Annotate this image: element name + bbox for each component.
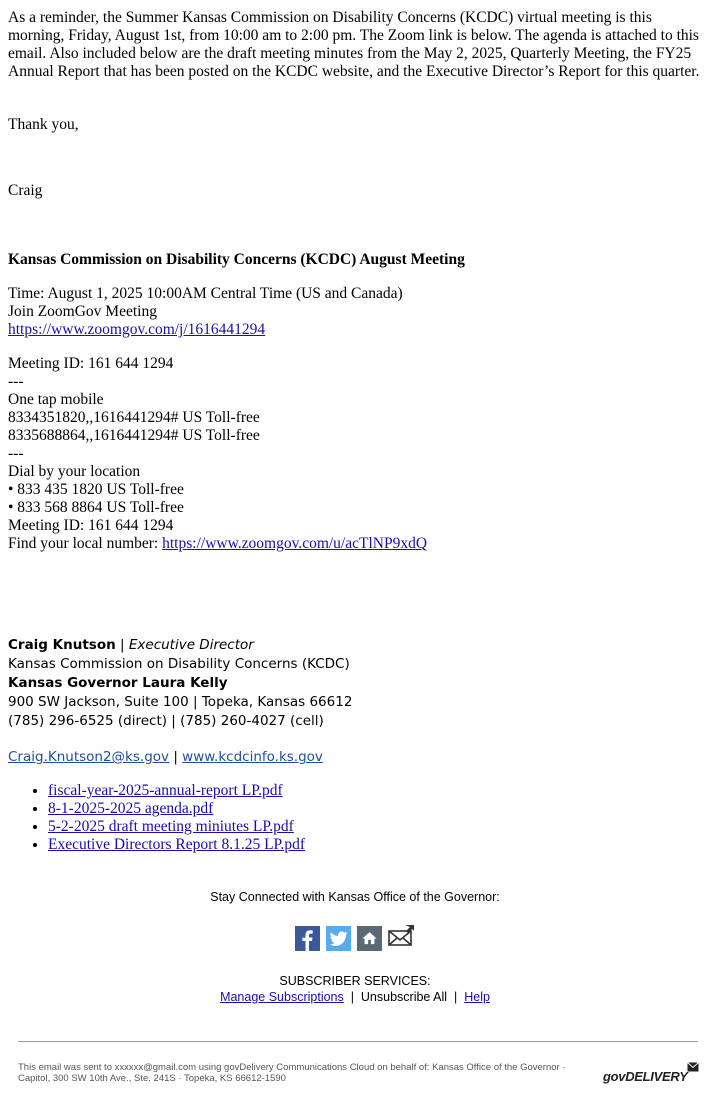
- meeting-title: Kansas Commission on Disability Concerns (KCDC) August Meeting: [8, 251, 465, 268]
- thanks-line: Thank you,: [8, 116, 79, 133]
- meeting-time-join: [8, 285, 702, 339]
- govdelivery-logo[interactable]: govDELIVERY: [603, 1062, 699, 1088]
- attachments-list: [8, 782, 702, 854]
- help-link[interactable]: Help: [464, 990, 490, 1004]
- social-icons: [8, 924, 702, 951]
- tap-number-2: 8335688864,,1616441294# US Toll-free: [8, 427, 260, 444]
- dial-label: Dial by your location: [8, 463, 141, 480]
- twitter-icon[interactable]: [326, 926, 351, 951]
- signature-block: Craig Knutson | Executive Director Kansas Commission on Disability Concerns (KCDC) Kansas Governor Laura Kelly 900 SW Jackson, Suite 100 | Topeka, Kansas 66612 (785) 296-6525 (direct) | (785) 260-4027 (cell): [8, 636, 702, 731]
- signature-governor: Kansas Governor Laura Kelly: [8, 675, 228, 691]
- separator: ---: [8, 373, 24, 390]
- website-link[interactable]: www.kcdcinfo.ks.gov: [182, 749, 323, 765]
- meeting-id: Meeting ID: 161 644 1294: [8, 355, 174, 372]
- unsubscribe-all[interactable]: Unsubscribe All: [360, 990, 448, 1004]
- meeting-time: Time: August 1, 2025 10:00AM Central Time (US and Canada): [8, 285, 403, 302]
- stay-connected-text: Stay Connected with Kansas Office of the Governor:: [210, 890, 500, 904]
- attachment-link-directors-report[interactable]: Executive Directors Report 8.1.25 LP.pdf: [48, 836, 305, 853]
- footer-divider: [18, 1041, 698, 1042]
- attachment-link-annual-report[interactable]: fiscal-year-2025-annual-report LP.pdf: [48, 782, 283, 799]
- signature-org: Kansas Commission on Disability Concerns (KCDC): [8, 656, 350, 672]
- one-tap-label: One tap mobile: [8, 391, 104, 408]
- footer-text: This email was sent to xxxxxx@gmail.com using govDelivery Communications Cloud on behalf of: Kansas Office of the Governor · Capitol, 300 SW 10th Ave., Ste. 241S · Topeka, KS 66612-1590: [18, 1062, 566, 1084]
- signature-phones: (785) 296-6525 (direct) | (785) 260-4027 (cell): [8, 713, 324, 729]
- meeting-details: [8, 355, 702, 553]
- email-link[interactable]: Craig.Knutson2@ks.gov: [8, 749, 170, 765]
- signature-name: Craig Knutson: [8, 637, 116, 653]
- separator: ---: [8, 445, 24, 462]
- zoom-join-link[interactable]: https://www.zoomgov.com/j/1616441294: [8, 321, 266, 338]
- intro-paragraph: As a reminder, the Summer Kansas Commission on Disability Concerns (KCDC) virtual meeting is this morning, Friday, August 1st, from 10:00 am to 2:00 pm. The Zoom link is below. The agenda is attached to this email. Also included below are the draft meeting minutes from the May 2, 2025, Quarterly Meeting, the FY25 Annual Report that has been posted on the KCDC website, and the Executive Director’s Report for this quarter.: [8, 9, 700, 80]
- attachment-item: [48, 836, 702, 854]
- manage-subscriptions-link[interactable]: Manage Subscriptions: [220, 990, 344, 1004]
- home-icon[interactable]: [357, 926, 382, 951]
- signature-address: 900 SW Jackson, Suite 100 | Topeka, Kansas 66612: [8, 694, 353, 710]
- email-subscribe-icon[interactable]: [388, 924, 415, 951]
- attachment-link-agenda[interactable]: 8-1-2025-2025 agenda.pdf: [48, 800, 214, 817]
- attachment-item: [48, 818, 702, 836]
- signature-title: Executive Director: [128, 637, 254, 653]
- dial-number-2: • 833 568 8864 US Toll-free: [8, 499, 184, 516]
- attachment-link-minutes[interactable]: 5-2-2025 draft meeting miniutes LP.pdf: [48, 818, 294, 835]
- envelope-icon: [687, 1062, 699, 1072]
- tap-number-1: 8334351820,,1616441294# US Toll-free: [8, 409, 260, 426]
- local-number-link[interactable]: https://www.zoomgov.com/u/acTlNP9xdQ: [162, 535, 428, 552]
- local-number-line: Find your local number: https://www.zoomgov.com/u/acTlNP9xdQ: [8, 535, 428, 552]
- subscriber-services: SUBSCRIBER SERVICES: Manage Subscriptions | Unsubscribe All | Help: [8, 973, 702, 1005]
- meeting-id-2: Meeting ID: 161 644 1294: [8, 517, 174, 534]
- dial-number-1: • 833 435 1820 US Toll-free: [8, 481, 184, 498]
- join-label: Join ZoomGov Meeting: [8, 303, 157, 320]
- facebook-icon[interactable]: [295, 926, 320, 951]
- attachment-item: [48, 782, 702, 800]
- attachment-item: [48, 800, 702, 818]
- sender-name: Craig: [8, 182, 43, 199]
- signature-links: Craig.Knutson2@ks.gov | www.kcdcinfo.ks.gov: [8, 749, 323, 765]
- subscriber-heading: SUBSCRIBER SERVICES:: [279, 974, 431, 988]
